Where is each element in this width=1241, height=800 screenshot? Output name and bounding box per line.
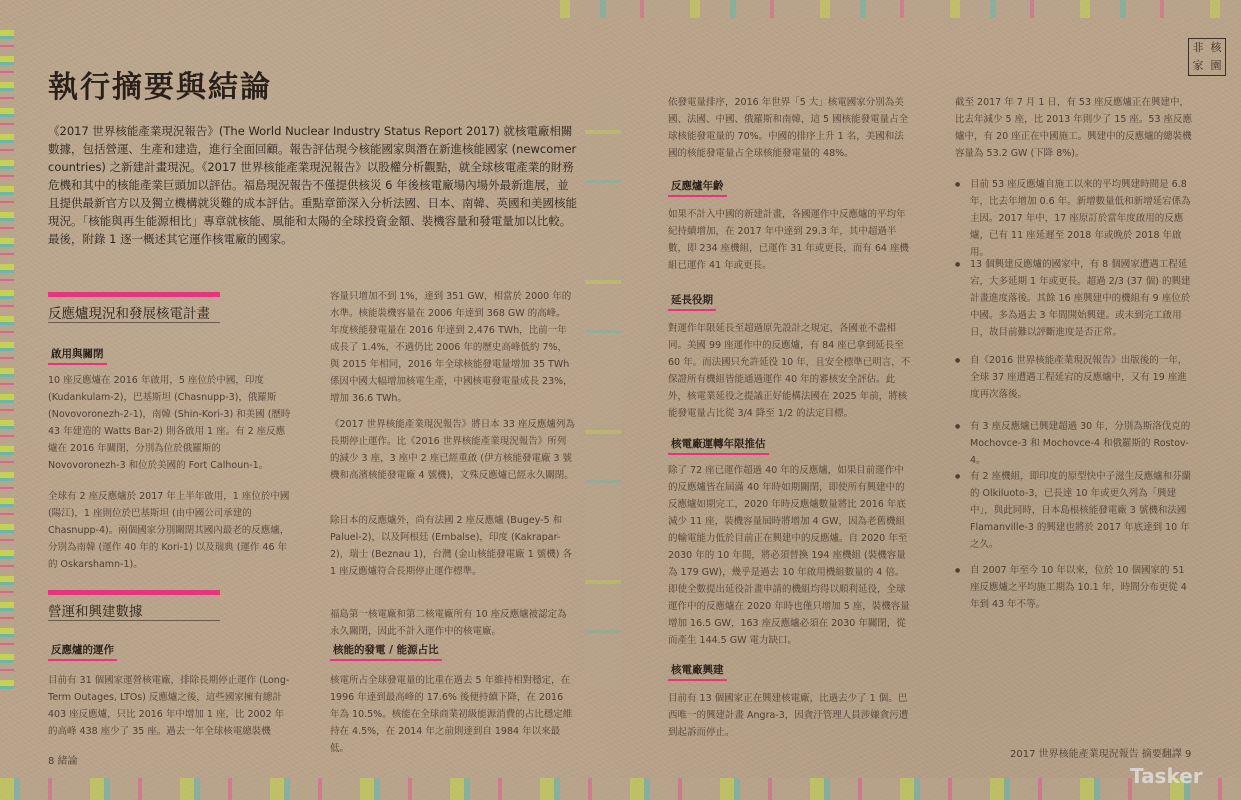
glitch-left-strip [0,30,14,690]
paragraph: 福島第一核電廠和第二核電廠所有 10 座反應爐被認定為永久關閉，因此不計入運作中的核電廠。 [330,609,567,637]
paragraph: 核電所占全球發電量的比重在過去 5 年維持相對穩定，在 1996 年達到最高峰的 17.6% 後便持續下降，在 2016 年為 10.5%。核能在全球商業初級能源消費的占比穩定維持在 4.5%，在 2014 年之前則達到自 1984 年以來最低。 [330,675,573,754]
subheading-reactor-age: 反應爐年齡 [668,176,727,197]
paragraph: 對運作年限延長至超過原先設計之規定，各國並不盡相同。美國 99 座運作中的反應爐，有 84 座已拿到延長至 60 年。而法國只允許延役 10 年，且安全標準已明言，不保證所有機組皆能通過運作 40 年的審核安全評估。此外，核電業延役之提議正好能構法國在 2025 年前，將核能發電量占比從 3/4 降至 1/2 的法定目標。 [668,323,911,419]
page-footer-left: 8 緒論 [48,756,78,767]
subheading-energy-share: 核能的發電 / 能源占比 [330,640,442,661]
nonuclear-logo: 非 核 家 園 [1188,38,1226,76]
paragraph: 如果不計入中國的新建計畫，各國運作中反應爐的平均年紀持續增加，在 2017 年中達到 29.3 年，其中超過半數，即 234 座機組，已運作 31 年或更長，而有 64 座機組已運作 41 年或更長。 [668,209,909,271]
paragraph: 10 座反應爐在 2016 年啟用，5 座位於中國，印度 (Kudankulam-2)，巴基斯坦 (Chasnupp-3)，俄羅斯 (Novovoronezh-2-1)，南韓 (Shin-Kori-3) 和美國 (歷時 43 年建造的 Watts Bar-2) 則各啟用 1 座。有 2 座反應爐在 2016 年關閉，分別為位於俄羅斯的 Novovoronezh-3 和位於美國的 Fort Calhoun-1。 [48,375,291,471]
subheading-lifetime: 核電廠運轉年限推估 [668,434,769,455]
section-title-status: 反應爐現況和發展核電計畫 [48,306,210,322]
bullet-item: ● 自《2016 世界核能產業現況報告》出版後的一年，全球 37 座遭遇工程延宕的反應爐中，又有 19 座進度再次落後。 [970,352,1192,403]
paragraph: 目前有 31 個國家運營核電廠，排除長期停止運作 (Long-Term Outages, LTOs) 反應爐之後，這些國家擁有總計 403 座反應爐，只比 2016 年中增加 1 座，比 2002 年的高峰 438 座少了 35 座。過去一年全球核電總裝機 [48,675,290,737]
paragraph: 《2017 世界核能產業現況報告》將日本 33 座反應爐列為長期停止運作。比《2016 世界核能產業現況報告》所列的減少 3 座，3 座中 2 座已經重啟 (伊方核能發電廠 3 號機和高濱核能發電廠 4 號機)，文殊反應爐已經永久關閉。 [330,419,575,481]
glitch-center-strip [585,90,621,690]
bullet-item: ● 有 2 座機組，即印度的原型快中子滋生反應爐和芬蘭的 Olkiluoto-3，已長達 10 年或更久列為「興建中」，與此同時，日本島根核能發電廠 3 號機和法國 Flamanville-3 的興建也將於 2017 年底達到 10 年之久。 [970,468,1192,553]
glitch-bottom-strip [0,778,1241,800]
section-bar [48,292,220,297]
paragraph: 截至 2017 年 7 月 1 日，有 53 座反應爐正在興建中，比去年減少 5 座，比 2013 年則少了 15 座。53 座反應爐中，有 20 座正在中國施工。興建中的反應爐的總裝機容量為 53.2 GW (下降 8%)。 [955,97,1193,159]
paragraph: 容量只增加不到 1%，達到 351 GW，相當於 2000 年的水準。核能裝機容量在 2006 年達到 368 GW 的高峰。年度核能發電量在 2016 年達到 2,476 TWh，比前一年成長了 1.4%，不過仍比 2006 年的歷史高峰低約 7%，與 2015 年相同，2016 年全球核能發電量增加 35 TWh 係因中國大幅增加核電生產，中國核電發電量成長 23%，增加 36.6 TWh。 [330,291,573,404]
page-title: 執行摘要與結論 [48,70,272,105]
subheading-extension: 延長役期 [668,290,716,311]
bullet-item: ● 13 個興建反應爐的國家中，有 8 個國家遭遇工程延宕，大多延期 1 年或更長。超過 2/3 (37 個) 的興建計畫進度落後。其餘 16 座興建中的機組有 9 座位於中國。多為過去 3 年間開始興建。或未到完工啟用日，故目前難以評斷進度是否正常。 [970,256,1192,341]
page-footer-right: 2017 世界核能產業現況報告 摘要翻譯 9 [1010,749,1192,760]
section-rule [48,620,220,621]
glitch-top-strip [560,0,1241,18]
bullet-item: ● 目前 53 座反應爐自施工以來的平均興建時間是 6.8 年，比去年增加 0.6 年。新增數量低和新增延宕係為主因。2017 年中，17 座原訂於當年度啟用的反應爐，已有 11 座延遲至 2018 年或晚於 2018 年啟用。 [970,176,1192,261]
section-title-operation: 營運和興建數據 [48,604,143,620]
intro-paragraph: 《2017 世界核能產業現況報告》(The World Nuclear Industry Status Report 2017) 就核電廠相關數據，包括營運、生產和建造，進行全面回顧。報告評估現今核能國家與潛在新進核能國家 (newcomer countries) 之新建計畫現況。《2017 世界核能產業現況報告》以股權分析觀點，就全球核電產業的財務危機和其中的核能產業巨頭加以評估。福島現況報告不僅提供核災 6 年後核電廠場內場外最新進展，並且提供最新官方以及獨立機構就災難的成本評估。重點章節深入分析法國、日本、南韓、英國和美國核能現況。「核能與再生能源相比」專章就核能、風能和太陽的全球投資金額、裝機容量和發電量加以比較。最後，附錄 1 逐一概述其它運作核電廠的國家。 [48,124,577,246]
paragraph: 除了 72 座已運作超過 40 年的反應爐，如果目前運作中的反應爐皆在屆滿 40 年時如期關閉，即使所有興建中的反應爐如期完工，2020 年時反應爐數量將比 2016 年底減少 11 座，裝機容量屆時將增加 4 GW，因為老舊機組的輸電能力低於目前正在興建中的反應爐。自 2020 年至 2030 年的 10 年間，將必須替換 194 座機組 (裝機容量為 179 GW)，幾乎是過去 10 年啟用機組數量的 4 倍。即使全數提出延役計畫申請的機組均得以順利延役，全球運作中的反應爐在 2020 年時也僅只增加 5 座，裝機容量增加 16.5 GW，163 座反應爐必須在 2030 年關閉，從而產生 144.5 GW 電力缺口。 [668,465,910,646]
subheading-construction: 核電廠興建 [668,660,727,681]
section-bar [48,590,220,595]
bullet-item: ● 有 3 座反應爐已興建超過 30 年，分別為斯洛伐克的 Mochovce-3 和 Mochovce-4 和俄羅斯的 Rostov-4。 [970,418,1192,469]
subheading-startup-closure: 啟用與關閉 [48,344,107,365]
bullet-item: ● 自 2007 年至今 10 年以來，位於 10 個國家的 51 座反應爐之平均施工期為 10.1 年，時間分布更從 4 年到 43 年不等。 [970,562,1192,613]
subheading-reactor-operation: 反應爐的運作 [48,640,117,661]
paragraph: 依發電量排序，2016 年世界「5 大」核電國家分別為美國、法國、中國、俄羅斯和南韓，這 5 國核能發電量占全球核能發電量的 70%。中國的排序上升 1 名，美國和法國的核能發電量占全球核能發電量的 48%。 [668,97,909,159]
watermark-logo: Tasker [1130,764,1203,788]
paragraph: 目前有 13 個國家正在興建核電廠，比過去少了 1 個。巴西唯一的興建計畫 Angra-3，因貪汙管理人員涉嫌貪污遭到起訴而停止。 [668,693,909,738]
paragraph: 除日本的反應爐外，尚有法國 2 座反應爐 (Bugey-5 和 Paluel-2)，以及阿根廷 (Embalse)，印度 (Kakrapar-2)，瑞士 (Beznau 1)，台灣 (金山核能發電廠 1 號機) 各 1 座反應爐符合長期停止運作標準。 [330,515,572,577]
section-rule [48,322,220,323]
paragraph: 全球有 2 座反應爐於 2017 年上半年啟用，1 座位於中國 (陽江)，1 座則位於巴基斯坦 (由中國公司承建的 Chasnupp-4)。兩個國家分別關閉其國內最老的反應爐，分別為南韓 (運作 40 年的 Kori-1) 以及瑞典 (運作 46 年的 Oskarshamn-1)。 [48,491,290,570]
